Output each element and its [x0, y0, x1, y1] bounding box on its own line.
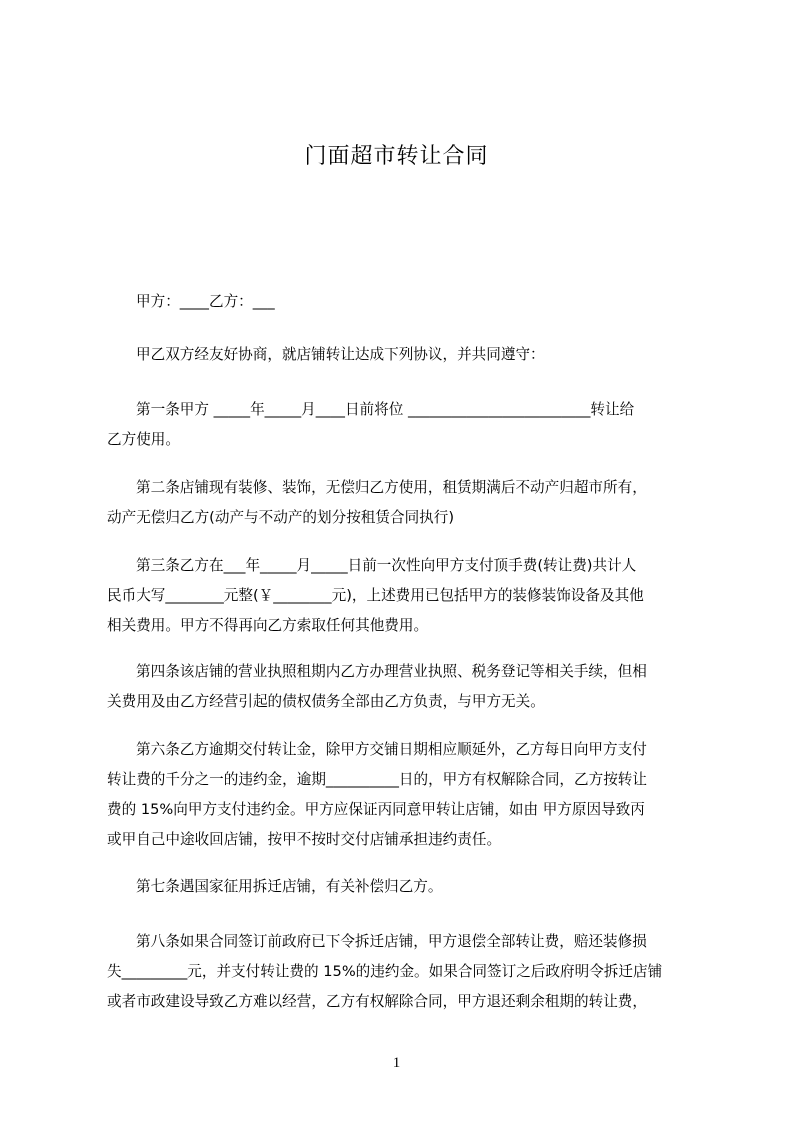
paragraph-line: 第六条乙方逾期交付转让金，除甲方交铺日期相应顺延外，乙方每日向甲方支付: [136, 741, 647, 758]
paragraph-line: 费的 15%向甲方支付违约金。甲方应保证丙同意甲转让店铺，如由 甲方原因导致丙: [107, 801, 645, 818]
paragraph-line: 第一条甲方 _____年_____月____日前将位 _________________________转让给: [136, 401, 635, 418]
paragraph-line: 第三条乙方在___年_____月_____日前一次性向甲方支付顶手费(转让费)共计人: [136, 557, 637, 574]
document-title: 门面超市转让合同: [304, 144, 489, 169]
paragraph-line: 相关费用。甲方不得再向乙方索取任何其他费用。: [107, 617, 429, 634]
article-3: [107, 551, 700, 641]
paragraph-line: 第八条如果合同签订前政府已下令拆迁店铺，甲方退偿全部转让费，赔还装修损: [136, 933, 647, 950]
paragraph-line: 失_________元，并支付转让费的 15%的违约金。如果合同签订之后政府明令拆迁店铺: [107, 963, 663, 980]
paragraph-line: 甲乙双方经友好协商，就店铺转让达成下列协议，并共同遵守：: [136, 346, 545, 363]
parties-line: [107, 287, 700, 317]
article-2: [107, 473, 700, 533]
paragraph-line: 甲方：____乙方：___: [136, 293, 275, 310]
paragraph-line: 或甲自己中途收回店铺，按甲不按时交付店铺承担违约责任。: [107, 831, 502, 848]
paragraph-line: 民币大写________元整(￥________元)，上述费用已包括甲方的装修装饰设备及其他: [107, 587, 644, 604]
paragraph-line: 动产无偿归乙方(动产与不动产的划分按租赁合同执行): [107, 509, 455, 526]
article-8: [107, 927, 700, 1017]
paragraph-line: 或者市政建设导致乙方难以经营，乙方有权解除合同，甲方退还剩余租期的转让费，: [107, 993, 647, 1010]
article-6: [107, 735, 700, 855]
article-4: [107, 657, 700, 717]
paragraph-line: 第四条该店铺的营业执照租期内乙方办理营业执照、税务登记等相关手续，但相: [136, 663, 647, 680]
intro-paragraph: [107, 340, 700, 370]
paragraph-line: 乙方使用。: [107, 431, 180, 448]
article-7: [107, 872, 700, 902]
paragraph-line: 第二条店铺现有装修、装饰，无偿归乙方使用，租赁期满后不动产归超市所有，: [136, 479, 647, 496]
paragraph-line: 关费用及由乙方经营引起的债权债务全部由乙方负责，与甲方无关。: [107, 693, 545, 710]
paragraph-line: 转让费的千分之一的违约金，逾期__________日的，甲方有权解除合同，乙方按转让: [107, 771, 647, 788]
page-number: 1: [392, 1055, 401, 1071]
paragraph-line: 第七条遇国家征用拆迁店铺，有关补偿归乙方。: [136, 878, 443, 895]
article-1: [107, 395, 700, 455]
